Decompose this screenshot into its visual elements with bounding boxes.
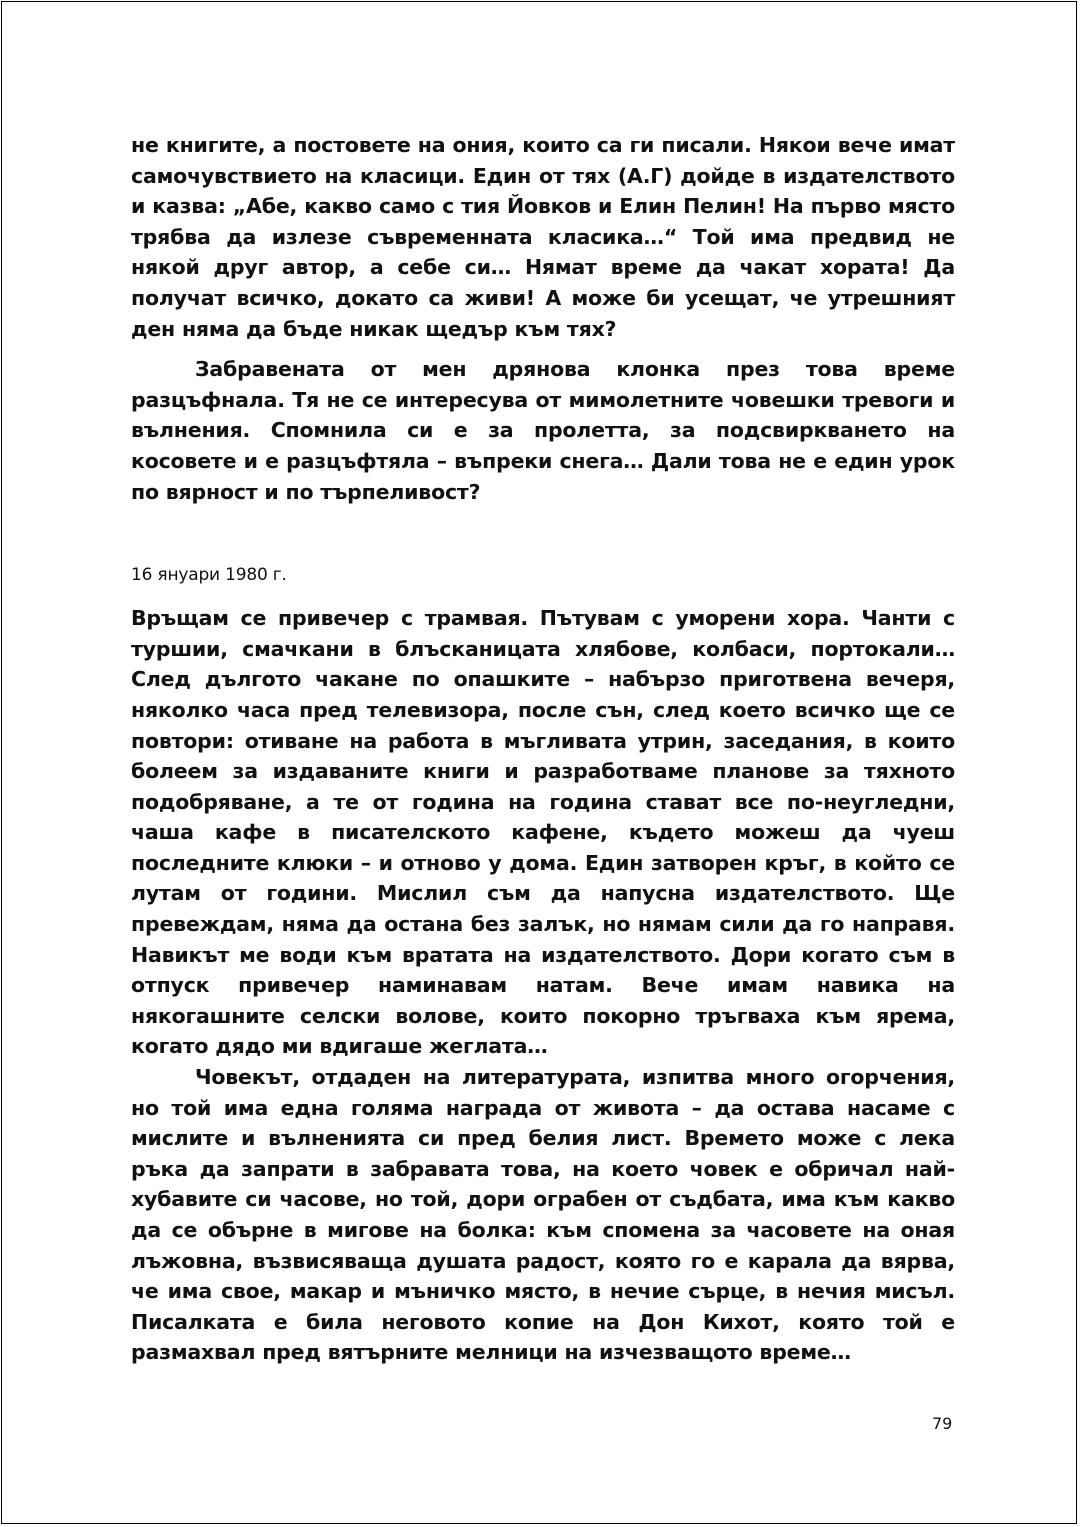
book-page bbox=[1, 1, 1077, 1524]
paragraph-continued: не книгите, а постовете на ония, които са ги писали. Някои вече имат самочувствието на класици. Един от тях (А.Г) дойде в издателството и казва: „Абе, какво само с тия Йовков и Елин Пелин! На първо място трябва да излезе съвременната класика…“ Той има предвид не някой друг автор, а себе си… Нямат време да чакат хората! Да получат всичко, докато са живи! А може би усещат, че утрешният ден няма да бъде никак щедър към тях? bbox=[131, 133, 955, 341]
paragraph-literature: Човекът, отдаден на литературата, изпитва много огорчения, но той има една голяма награда от живота – да остава насаме с мислите и вълненията си пред белия лист. Времето може с лека ръка да запрати в забравата това, на което човек е обричал най-хубавите си часове, но той, дори ограбен от съдбата, има към какво да се обърне в мигове на болка: към спомена за часовете на оная лъжовна, възвисяваща душата радост, която го е карала да вярва, че има свое, макар и мъничко място, в нечие сърце, в нечия мисъл. Писалката е била неговото копие на Дон Кихот, която той е размахвал пред вятърните мелници на изчезващото време… bbox=[131, 1065, 955, 1365]
diary-entry-date: 16 януари 1980 г. bbox=[131, 565, 287, 586]
paragraph-tram: Връщам се привечер с трамвая. Пътувам с уморени хора. Чанти с туршии, смачкани в блъсканицата хлябове, колбаси, портокали… След дългото чакане по опашките – набързо приготвена вечеря, няколко часа пред телевизора, после сън, след което всичко ще се повтори: отиване на работа в мъгливата утрин, заседания, в които болеем за издаваните книги и разработваме планове за тяхното подобряване, а те от година на година стават все по-неугледни, чаша кафе в писателското кафене, където можеш да чуеш последните клюки – и отново у дома. Един затворен кръг, в който се лутам от години. Мислил съм да напусна издателството. Ще превеждам, няма да остана без залък, но нямам сили да го направя. Навикът ме води към вратата на издателството. Дори когато съм в отпуск привечер наминавам натам. Вече имам навика на някогашните селски волове, които покорно тръгваха към ярема, когато дядо ми вдигаше жеглата… bbox=[131, 606, 955, 1059]
page-number: 79 bbox=[932, 1414, 953, 1433]
page-content bbox=[131, 130, 955, 1368]
paragraph-dogwood: Забравената от мен дрянова клонка през това време разцъфнала. Тя не се интересува от мимолетните човешки тревоги и вълнения. Спомнила си е за пролетта, за подсвиркването на косовете и е разцъфтяла – въпреки снега… Дали това не е един урок по вярност и по търпеливост? bbox=[131, 357, 955, 504]
